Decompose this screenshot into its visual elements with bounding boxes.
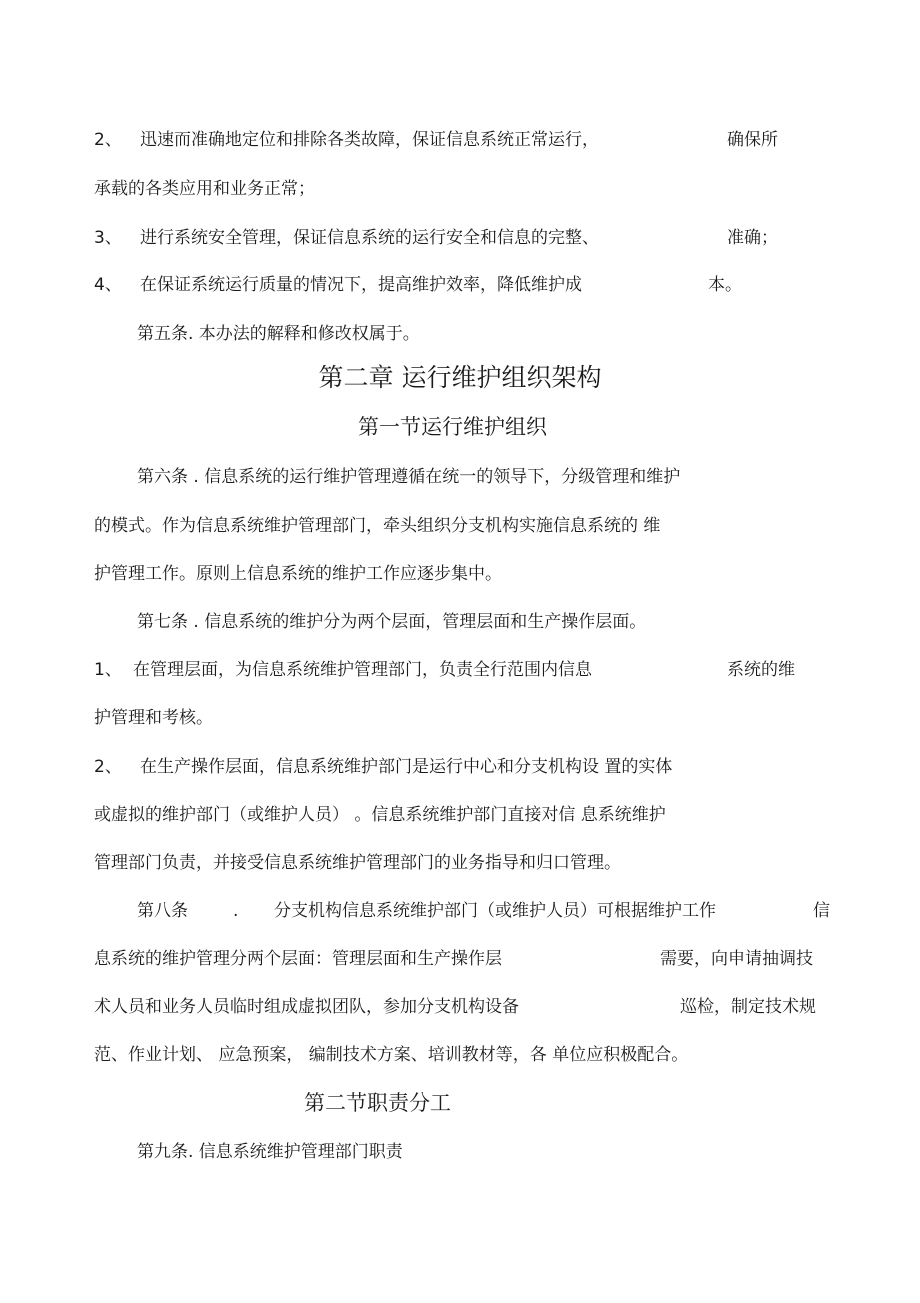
paragraph-text: 护管理和考核。 bbox=[94, 708, 213, 728]
paragraph-text: 术人员和业务人员临时组成虚拟团队，参加分支机构设备 bbox=[94, 997, 519, 1017]
paragraph-text: 的模式。作为信息系统维护管理部门，牵头组织分支机构实施信息系统的 维 bbox=[94, 516, 661, 536]
paragraph-text: 迅速而准确地定位和排除各类故障，保证信息系统正常运行， bbox=[140, 130, 599, 150]
paragraph-text: 或虚拟的维护部门（或维护人员） 。信息系统维护部门直接对信 息系统维护 bbox=[94, 805, 666, 825]
article-5: 第五条. 本办法的解释和修改权属于。 bbox=[137, 324, 420, 344]
list-number-1: 1、 bbox=[94, 660, 122, 680]
paragraph-text: 需要，向申请抽调技 bbox=[660, 949, 813, 969]
paragraph-text: 在生产操作层面，信息系统维护部门是运行中心和分支机构设 置的实体 bbox=[140, 757, 673, 777]
article-8-dot: . bbox=[233, 901, 239, 921]
paragraph-text: 在管理层面，为信息系统维护管理部门，负责全行范围内信息 bbox=[133, 660, 592, 680]
article-8-label: 第八条 bbox=[137, 901, 188, 921]
paragraph-text: 巡检，制定技术规 bbox=[680, 997, 816, 1017]
paragraph-text: 息系统的维护管理分两个层面：管理层面和生产操作层 bbox=[94, 949, 502, 969]
paragraph-text: 在保证系统运行质量的情况下，提高维护效率，降低维护成 bbox=[140, 275, 582, 295]
section-heading: 第一节运行维护组织 bbox=[358, 415, 547, 439]
paragraph-text: 确保所 bbox=[727, 130, 778, 150]
paragraph-text: 系统的维 bbox=[727, 660, 795, 680]
article-6: 第六条 . 信息系统的运行维护管理遵循在统一的领导下，分级管理和维护 bbox=[137, 467, 681, 487]
chapter-heading: 第二章 运行维护组织架构 bbox=[318, 363, 602, 392]
list-number-4: 4、 bbox=[94, 275, 122, 295]
paragraph-text: 信 bbox=[813, 901, 830, 921]
list-number-3: 3、 bbox=[94, 228, 122, 248]
paragraph-text: 分支机构信息系统维护部门（或维护人员）可根据维护工作 bbox=[274, 901, 716, 921]
paragraph-text: 准确； bbox=[727, 228, 778, 248]
article-7: 第七条 . 信息系统的维护分为两个层面，管理层面和生产操作层面。 bbox=[137, 612, 647, 632]
article-9: 第九条. 信息系统维护管理部门职责 bbox=[137, 1142, 403, 1162]
paragraph-text: 进行系统安全管理，保证信息系统的运行安全和信息的完整、 bbox=[140, 228, 599, 248]
paragraph-text: 承载的各类应用和业务正常； bbox=[94, 179, 315, 199]
list-number-2: 2、 bbox=[94, 130, 122, 150]
paragraph-text: 管理部门负责，并接受信息系统维护管理部门的业务指导和归口管理。 bbox=[94, 853, 621, 873]
paragraph-text: 本。 bbox=[708, 275, 742, 295]
list-number-2b: 2、 bbox=[94, 757, 122, 777]
paragraph-text: 护管理工作。原则上信息系统的维护工作应逐步集中。 bbox=[94, 564, 502, 584]
paragraph-text: 范、作业计划、 应急预案， 编制技术方案、培训教材等，各 单位应积极配合。 bbox=[94, 1045, 689, 1065]
section-heading: 第二节职责分工 bbox=[304, 1091, 451, 1115]
